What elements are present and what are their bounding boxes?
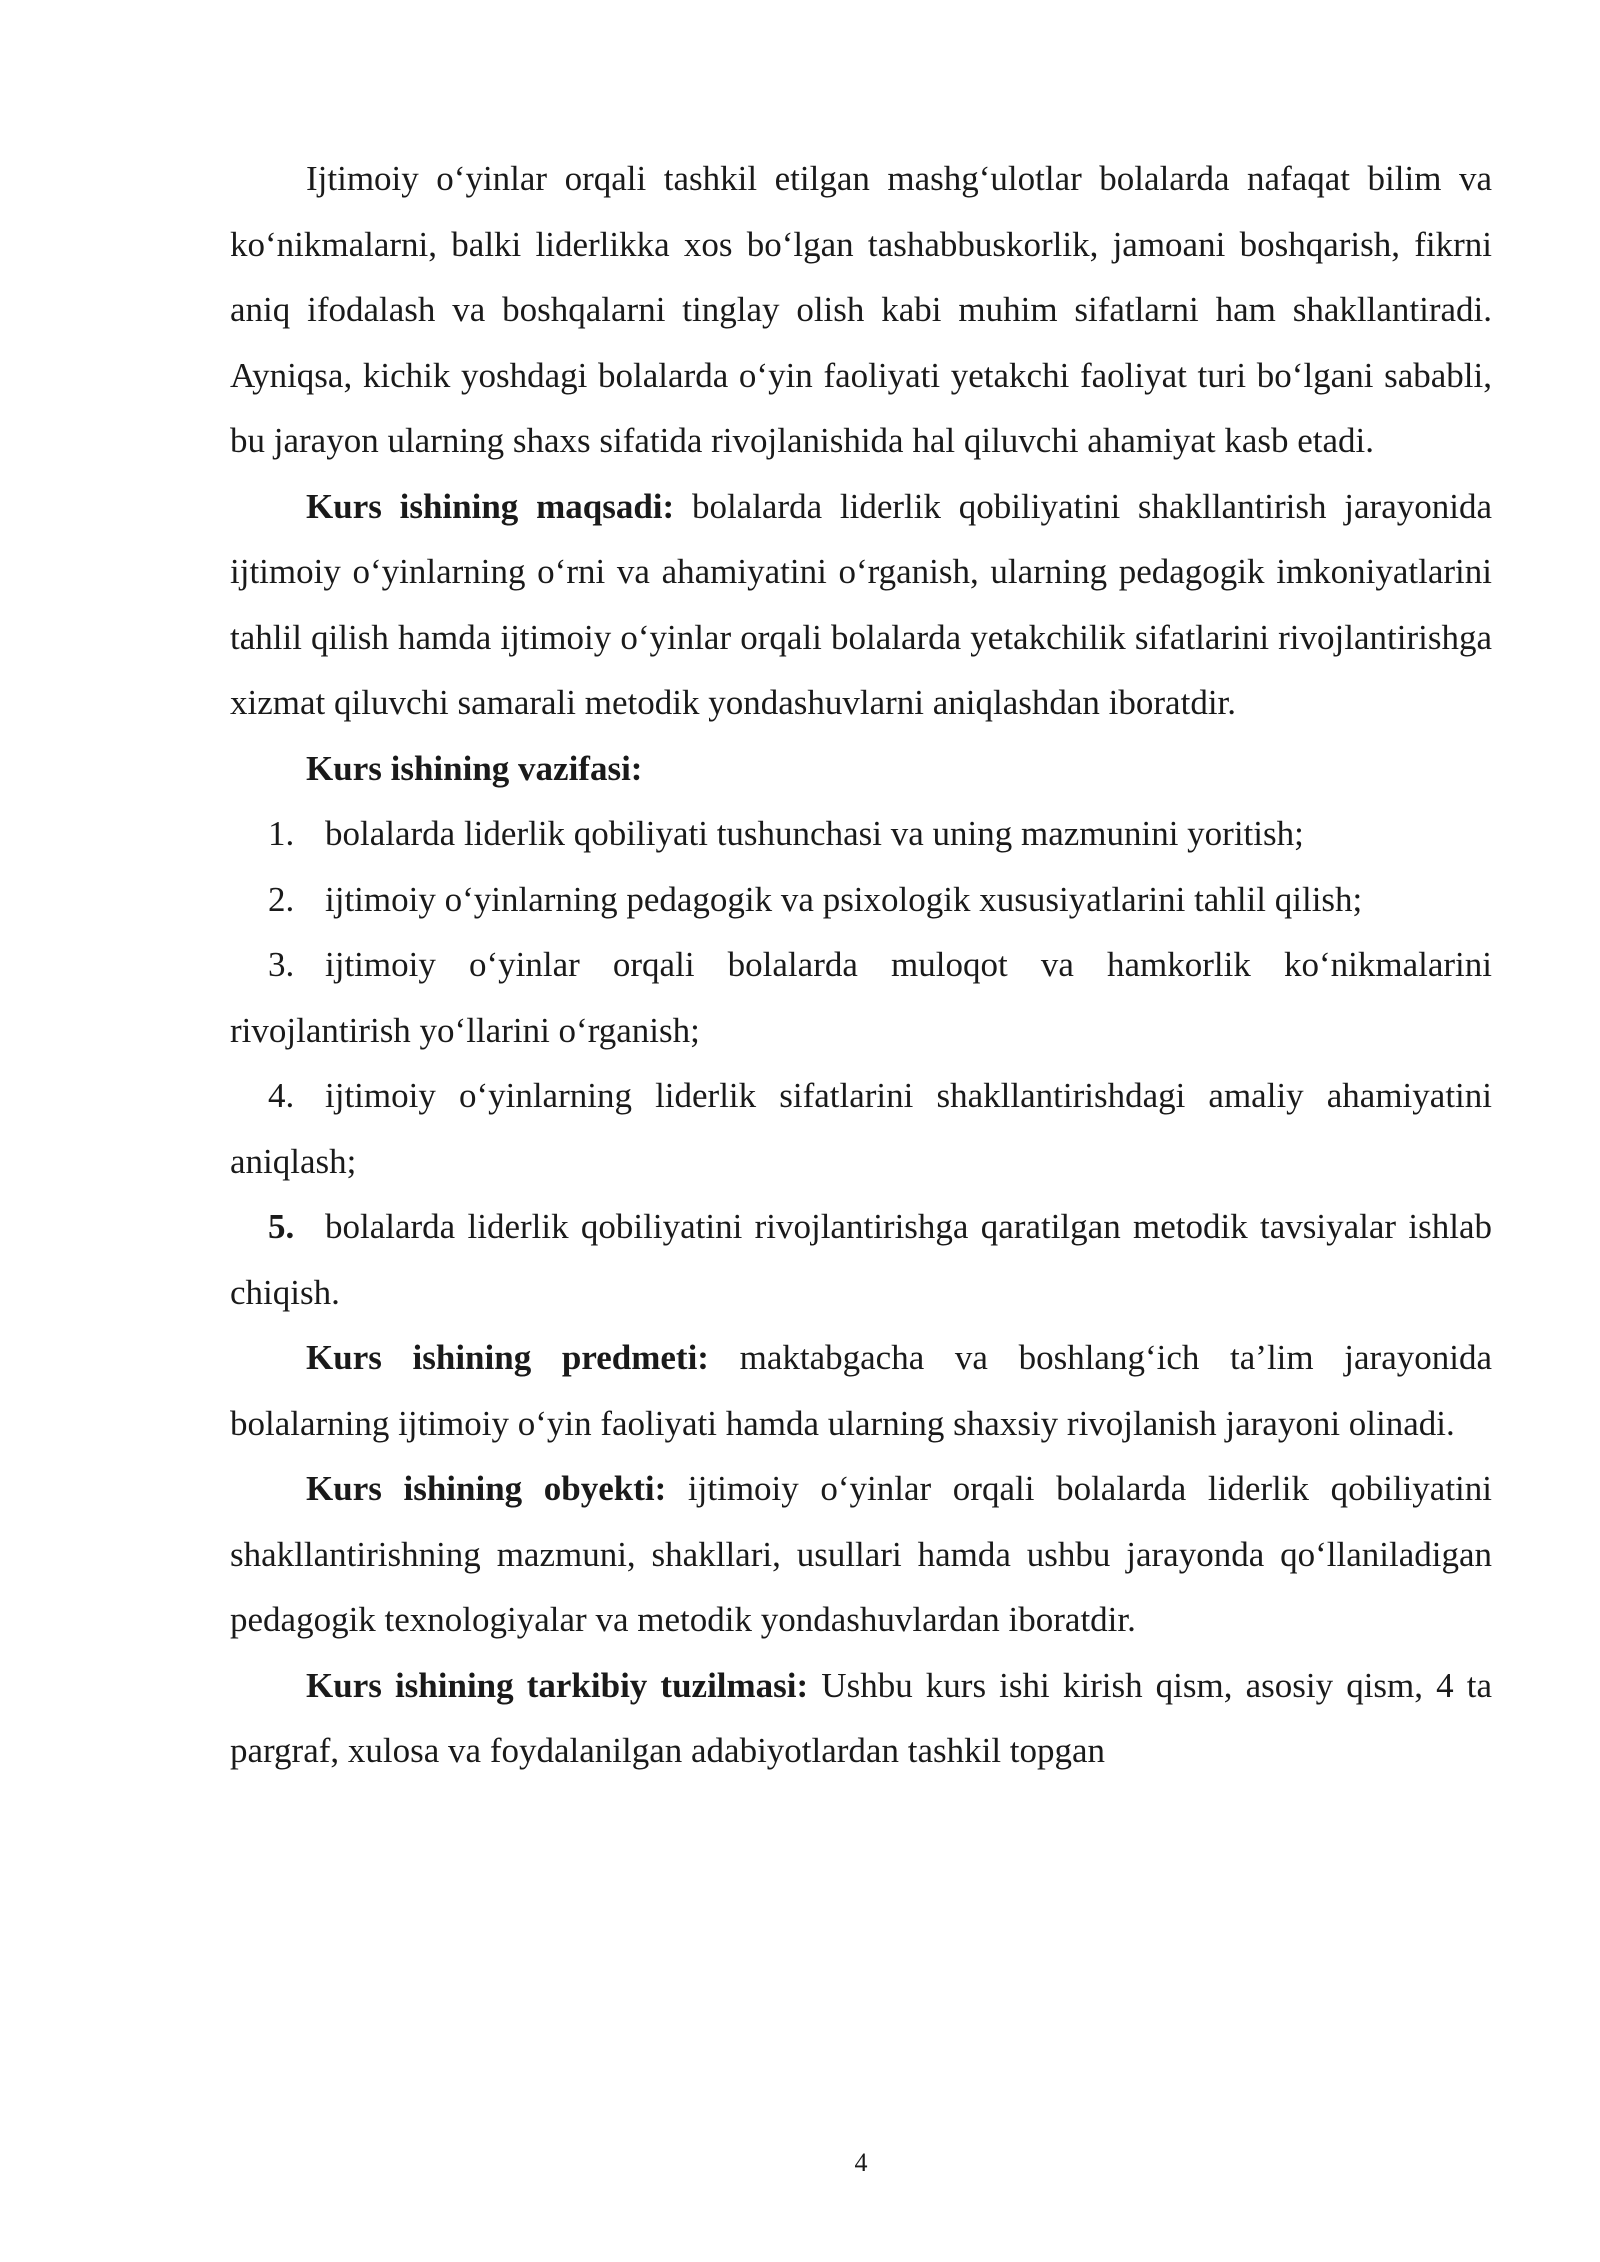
task-number: 4. (268, 1076, 295, 1115)
task-list-item (230, 1063, 1492, 1194)
task-number: 3. (268, 945, 295, 984)
task-text: bolalarda liderlik qobiliyati tushunchasi va uning mazmunini yoritish; (325, 814, 1304, 853)
object-paragraph (230, 1456, 1492, 1653)
task-list-item (230, 932, 1492, 1063)
task-list-item (230, 867, 1492, 933)
task-text: ijtimoiy o‘yinlar orqali bolalarda muloqot va hamkorlik ko‘nikmalarini rivojlantirish yo‘llarini o‘rganish; (230, 945, 1492, 1050)
goal-paragraph (230, 474, 1492, 736)
task-text: ijtimoiy o‘yinlarning liderlik sifatlarini shakllantirishdagi amaliy ahamiyatini aniqlash; (230, 1076, 1492, 1181)
task-number: 5. (268, 1207, 295, 1246)
structure-text: Ushbu kurs ishi kirish qism, asosiy qism, 4 ta pargraf, xulosa va foydalanilgan adabiyotlardan tashkil topgan (230, 1665, 1492, 1770)
tasks-heading-paragraph (230, 736, 1492, 802)
task-number: 2. (268, 879, 295, 919)
structure-heading: Kurs ishining tarkibiy tuzilmasi: (306, 1665, 809, 1705)
object-text: ijtimoiy o‘yinlar orqali bolalarda liderlik qobiliyatini shakllantirishning mazmuni, shakllari, usullari hamda ushbu jarayonda qo‘llaniladigan pedagogik texnologiyalar va metodik yondashuvlardan iboratdir. (230, 1469, 1492, 1639)
intro-paragraph: Ijtimoiy o‘yinlar orqali tashkil etilgan mashg‘ulotlar bolalarda nafaqat bilim va ko‘nikmalarni, balki liderlikka xos bo‘lgan tashabbuskorlik, jamoani boshqarish, fikrni aniq ifodalash va boshqalarni tinglay olish kabi muhim sifatlarni ham shakllantiradi. Ayniqsa, kichik yoshdagi bolalarda o‘yin faoliyati yetakchi faoliyat turi bo‘lgani sababli, bu jarayon ularning shaxs sifatida rivojlanishida hal qiluvchi ahamiyat kasb etadi. (230, 159, 1492, 460)
tasks-heading: Kurs ishining vazifasi: (306, 748, 643, 788)
task-list-item (230, 801, 1492, 867)
task-list-item (230, 1194, 1492, 1325)
subject-paragraph (230, 1325, 1492, 1456)
structure-paragraph (230, 1653, 1492, 1784)
goal-heading: Kurs ishining maqsadi: (306, 486, 675, 526)
task-text: bolalarda liderlik qobiliyatini rivojlantirishga qaratilgan metodik tavsiyalar ishlab chiqish. (230, 1207, 1492, 1312)
subject-text: maktabgacha va boshlang‘ich ta’lim jarayonida bolalarning ijtimoiy o‘yin faoliyati hamda ularning shaxsiy rivojlanish jarayoni olinadi. (230, 1338, 1492, 1443)
object-heading: Kurs ishining obyekti: (306, 1469, 667, 1508)
page-number: 4 (854, 2148, 868, 2177)
document-body (230, 146, 1492, 1784)
goal-text: bolalarda liderlik qobiliyatini shakllantirish jarayonida ijtimoiy o‘yinlarning o‘rni va ahamiyatini o‘rganish, ularning pedagogik imkoniyatlarini tahlil qilish hamda ijtimoiy o‘yinlar orqali bolalarda yetakchilik sifatlarini rivojlantirishga xizmat qiluvchi samarali metodik yondashuvlarni aniqlashdan iboratdir. (230, 486, 1493, 722)
task-number: 1. (268, 814, 295, 853)
subject-heading: Kurs ishining predmeti: (306, 1338, 709, 1377)
task-text: ijtimoiy o‘yinlarning pedagogik va psixologik xususiyatlarini tahlil qilish; (325, 879, 1363, 919)
